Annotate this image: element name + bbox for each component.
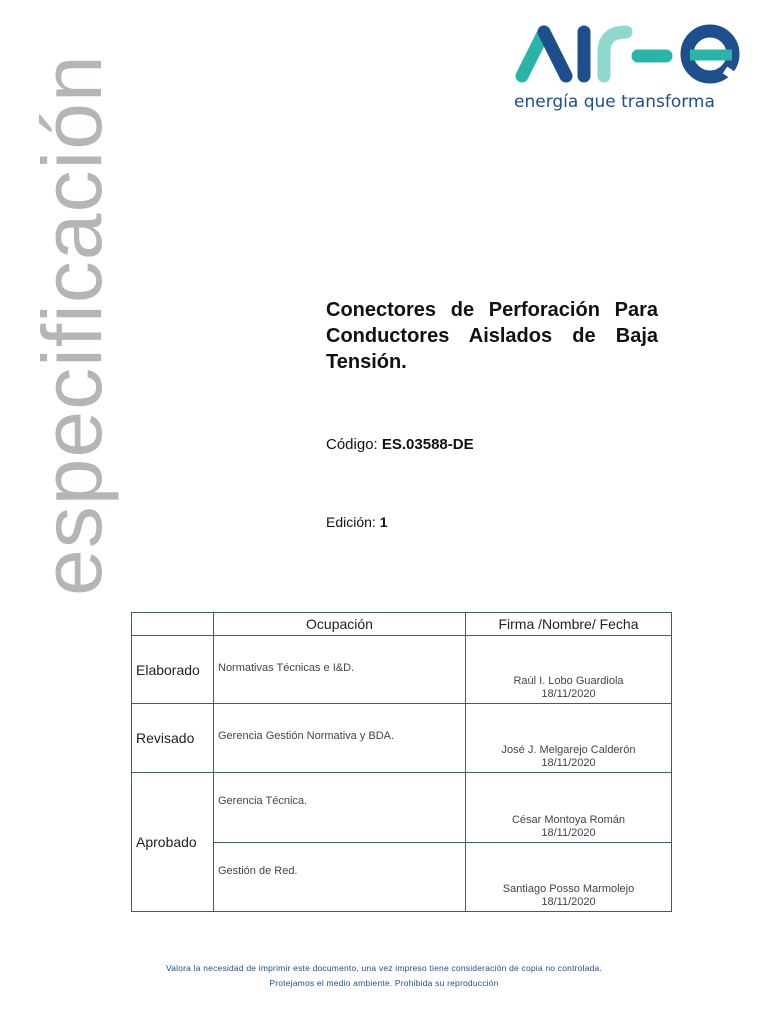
signer-name: Raúl I. Lobo Guardiola [513,675,624,687]
edition-label: Edición: [326,514,376,530]
signature-date: 18/11/2020 [541,827,596,839]
table-row-aprobado-1 [132,773,672,843]
edition-value: 1 [379,514,388,530]
signer-name: José J. Melgarejo Calderón [501,744,636,756]
signature-date: 18/11/2020 [541,896,596,908]
side-label-especificacion: especificación [25,54,119,596]
signer-name: César Montoya Román [511,814,626,826]
document-code [326,436,474,453]
header-role [132,613,214,636]
table-row-revisado [132,704,672,773]
occupation-cell: Gerencia Técnica. [214,773,466,843]
header-signature: Firma /Nombre/ Fecha [466,613,672,636]
signer-name: Santiago Posso Marmolejo [502,883,635,895]
signature-date: 18/11/2020 [541,688,596,700]
footer-notice: Valora la necesidad de imprimir este documento, una vez impreso tiene consideración de copia no controlada. [165,963,603,973]
approval-table [131,612,672,912]
occupation-cell: Normativas Técnicas e I&D. [214,636,466,704]
signature-cell [466,704,672,773]
header-occupation: Ocupación [214,613,466,636]
document-title: Conectores de Perforación Para Conductores Aislados de Baja Tensión. [326,299,658,373]
logo-tagline: energía que transforma [514,92,715,112]
signature-date: 18/11/2020 [541,757,596,769]
signature-cell [466,773,672,843]
company-logo [510,18,750,118]
code-label: Código: [326,436,378,453]
occupation-cell: Gerencia Gestión Normativa y BDA. [214,704,466,773]
document-edition [326,514,388,530]
signature-cell [466,843,672,912]
row-label-elaborado: Elaborado [132,636,214,704]
code-value: ES.03588-DE [381,436,474,453]
signature-cell [466,636,672,704]
row-label-aprobado: Aprobado [132,773,214,912]
table-row-elaborado [132,636,672,704]
row-label-revisado: Revisado [132,704,214,773]
approval-header-row [132,613,672,636]
footer-environment-note: Protejamos el medio ambiente. Prohibida su reproducción [269,978,499,988]
logo-mark-icon [510,18,750,88]
occupation-cell: Gestión de Red. [214,843,466,912]
